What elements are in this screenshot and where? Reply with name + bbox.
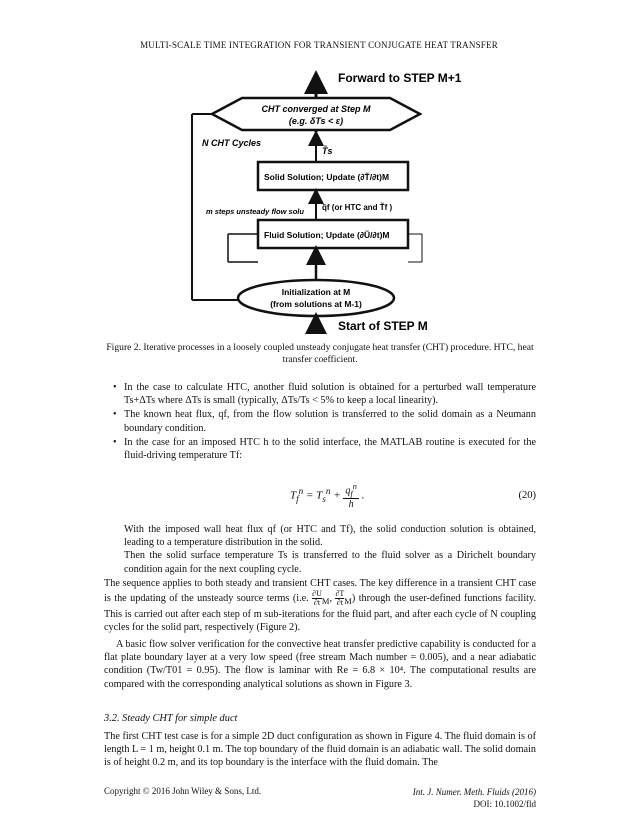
n-cht-label: N CHT Cycles [202, 138, 262, 148]
m-steps-label: m steps unsteady flow solu [206, 207, 304, 216]
doi: DOI: 10.1002/fld [473, 799, 536, 809]
journal-name: Int. J. Numer. Meth. Fluids (2016) [412, 787, 536, 797]
paragraph-2: A basic flow solver verification for the convective heat transfer predictive capability is conducted for a flat plate boundary layer at a very low speed (free stream Mach number = 0.005), and a near adiabatic condition (Tw/T01 = 0.95). The flow is laminar with Re = 6.8 × 10⁴. The computational results are compared with the corresponding analytical solutions as shown in Figure 3. [104, 639, 536, 690]
start-label: Start of STEP M [338, 319, 428, 333]
footer-journal [413, 786, 536, 810]
running-header: MULTI-SCALE TIME INTEGRATION FOR TRANSIENT CONJUGATE HEAT TRANSFER [140, 40, 498, 50]
paragraph-3: The first CHT test case is for a simple 2D duct configuration as shown in Figure 4. The fluid domain is of length L = 1 m, height 0.1 m. The top boundary of the fluid domain is an adiabatic wall. The solid domain is of height 0.2 m, and its top boundary is the interface with the fluid domain. The [104, 731, 536, 769]
equation-formula: $T_f^n = T_s^n$ + $\frac{q_f^n}{h}$ . [290, 482, 365, 511]
forward-label: Forward to STEP M+1 [338, 71, 462, 85]
list-item: • In the case to calculate HTC, another fluid solution is obtained for a perturbed wall temperature Ts+ΔTs where ΔTs is small (typically, ΔTs/Ts < 5% to keep a local linearity). [124, 381, 536, 407]
list-item: • The known heat flux, qf, from the flow solution is transferred to the solid domain as a Neumann boundary condition. [124, 408, 536, 434]
fluid-label: Fluid Solution; Update (∂Ũ/∂t)M [264, 230, 390, 240]
list-item: Then the solid surface temperature Ts is transferred to the fluid solver as a Dirichelt boundary condition again for the next coupling cycle. [124, 550, 536, 575]
list-item: With the imposed wall heat flux qf (or HTC and Tf), the solid conduction solution is obtained, leading to a temperature distribution in the solid. [124, 524, 536, 549]
solid-label: Solid Solution; Update (∂T̃/∂t)M [264, 172, 390, 182]
initialization-node [238, 280, 394, 316]
qf-label: q̃f (or HTC and T̃f ) [322, 203, 393, 212]
init-line1: Initialization at M [281, 287, 351, 297]
equation-20 [104, 478, 536, 518]
ts-label: T̃s [322, 146, 333, 156]
converged-line2: (e.g. δTs < ε) [288, 116, 344, 126]
init-line2: (from solutions at M-1) [270, 299, 362, 309]
section-title: 3.2. Steady CHT for simple duct [104, 713, 238, 724]
list-item: • In the case for an imposed HTC h to the solid interface, the MATLAB routine is executed for the fluid-driving temperature Tf: [124, 436, 536, 462]
equation-number: (20) [518, 490, 536, 501]
figure-caption: Figure 2. Iterative processes in a loosely coupled unsteady conjugate heat transfer (CHT) procedure. HTC, heat transfer coefficient. [106, 342, 534, 365]
bullet-list-1 [104, 381, 536, 463]
footer-copyright: Copyright © 2016 John Wiley & Sons, Ltd. [104, 786, 262, 796]
bullet-list-2 [104, 523, 536, 576]
flowchart-figure [150, 62, 490, 334]
converged-line1: CHT converged at Step M [261, 104, 371, 114]
paragraph-1: The sequence applies to both steady and transient CHT cases. The key difference in a transient CHT case is the updating of the unsteady source terms (i.e. ∂U ∂t $_M$, ∂T $\partial t_M$) through the user-defined functions facility. This is carried out after each step of m sub-iterations for the fluid part, and after each cycle of N coupling cycles for the solid part, respectively (Figure 2). [104, 578, 536, 634]
